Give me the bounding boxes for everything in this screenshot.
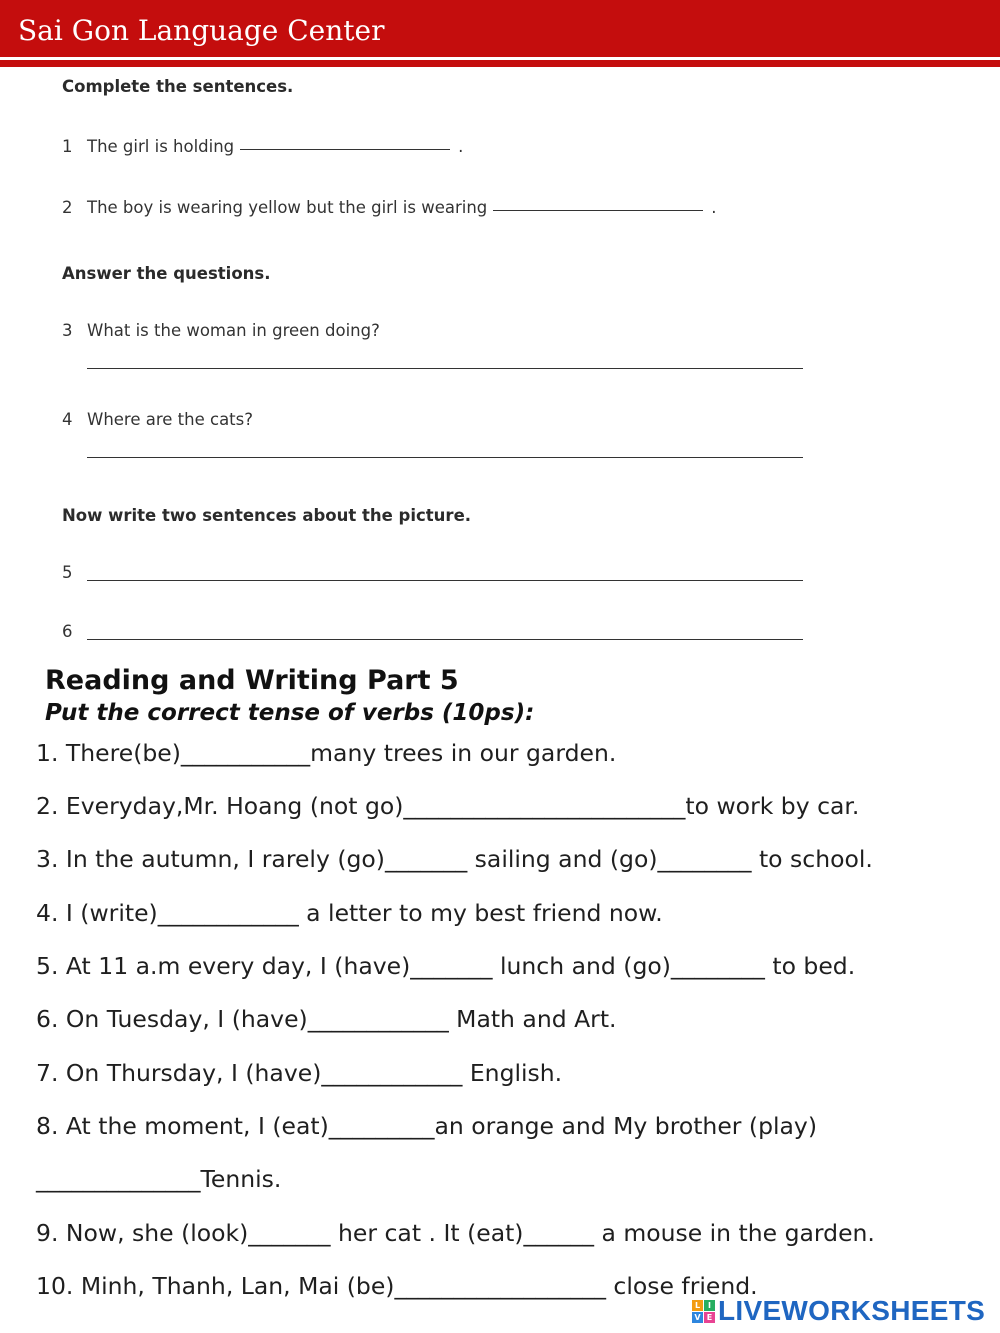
answer-line-5[interactable]	[87, 580, 803, 581]
part5-subtitle: Put the correct tense of verbs (10ps):	[45, 700, 535, 726]
exercise-item-4	[62, 410, 253, 429]
item-text: What is the woman in green doing?	[87, 321, 380, 340]
item-number: 3	[62, 321, 73, 340]
logo-text: LIVEWORKSHEETS	[718, 1295, 986, 1326]
question-2: 2. Everyday,Mr. Hoang (not go)________________________to work by car.	[36, 792, 860, 820]
exercise-item-2	[62, 198, 717, 217]
item-text: Where are the cats?	[87, 410, 253, 429]
item-number: 1	[62, 137, 73, 156]
item-number: 5	[62, 563, 73, 582]
question-8: 8. At the moment, I (eat)_________an orange and My brother (play)	[36, 1112, 818, 1140]
exercise-item-6	[62, 622, 87, 641]
liveworksheets-logo	[692, 1294, 985, 1328]
item-end: .	[458, 137, 464, 156]
section-title-complete: Complete the sentences.	[62, 77, 294, 96]
exercise-item-3	[62, 321, 380, 340]
item-number: 4	[62, 410, 73, 429]
logo-mark-letter: I	[704, 1300, 715, 1311]
item-text: The girl is holding	[87, 137, 235, 156]
section-title-answer: Answer the questions.	[62, 264, 271, 283]
item-number: 6	[62, 622, 73, 641]
answer-line-6[interactable]	[87, 639, 803, 640]
question-6: 6. On Tuesday, I (have)____________ Math and Art.	[36, 1005, 617, 1033]
section-title-write: Now write two sentences about the picture.	[62, 506, 472, 525]
answer-line-3[interactable]	[87, 368, 803, 369]
question-7: 7. On Thursday, I (have)____________ English.	[36, 1059, 563, 1087]
logo-mark-letter: E	[704, 1312, 715, 1323]
exercise-item-1	[62, 137, 463, 156]
answer-blank[interactable]	[240, 149, 450, 150]
question-3: 3. In the autumn, I rarely (go)_______ sailing and (go)________ to school.	[36, 845, 873, 873]
answer-blank[interactable]	[493, 210, 703, 211]
header-divider	[0, 60, 1000, 67]
item-text: The boy is wearing yellow but the girl is wearing	[87, 198, 488, 217]
header-title: Sai Gon Language Center	[18, 14, 385, 47]
exercise-item-5	[62, 563, 87, 582]
question-10: 10. Minh, Thanh, Lan, Mai (be)__________________ close friend.	[36, 1272, 758, 1300]
part5-title: Reading and Writing Part 5	[45, 665, 459, 696]
question-4: 4. I (write)____________ a letter to my best friend now.	[36, 899, 663, 927]
header-bar	[0, 0, 1000, 57]
logo-mark-letter: V	[692, 1312, 703, 1323]
question-1: 1. There(be)___________many trees in our garden.	[36, 739, 617, 767]
item-end: .	[711, 198, 717, 217]
question-5: 5. At 11 a.m every day, I (have)_______ lunch and (go)________ to bed.	[36, 952, 856, 980]
answer-line-4[interactable]	[87, 457, 803, 458]
logo-mark-icon	[692, 1300, 715, 1323]
question-8-continued: ______________Tennis.	[36, 1165, 282, 1193]
item-number: 2	[62, 198, 73, 217]
question-9: 9. Now, she (look)_______ her cat . It (eat)______ a mouse in the garden.	[36, 1219, 875, 1247]
logo-mark-letter: L	[692, 1300, 703, 1311]
